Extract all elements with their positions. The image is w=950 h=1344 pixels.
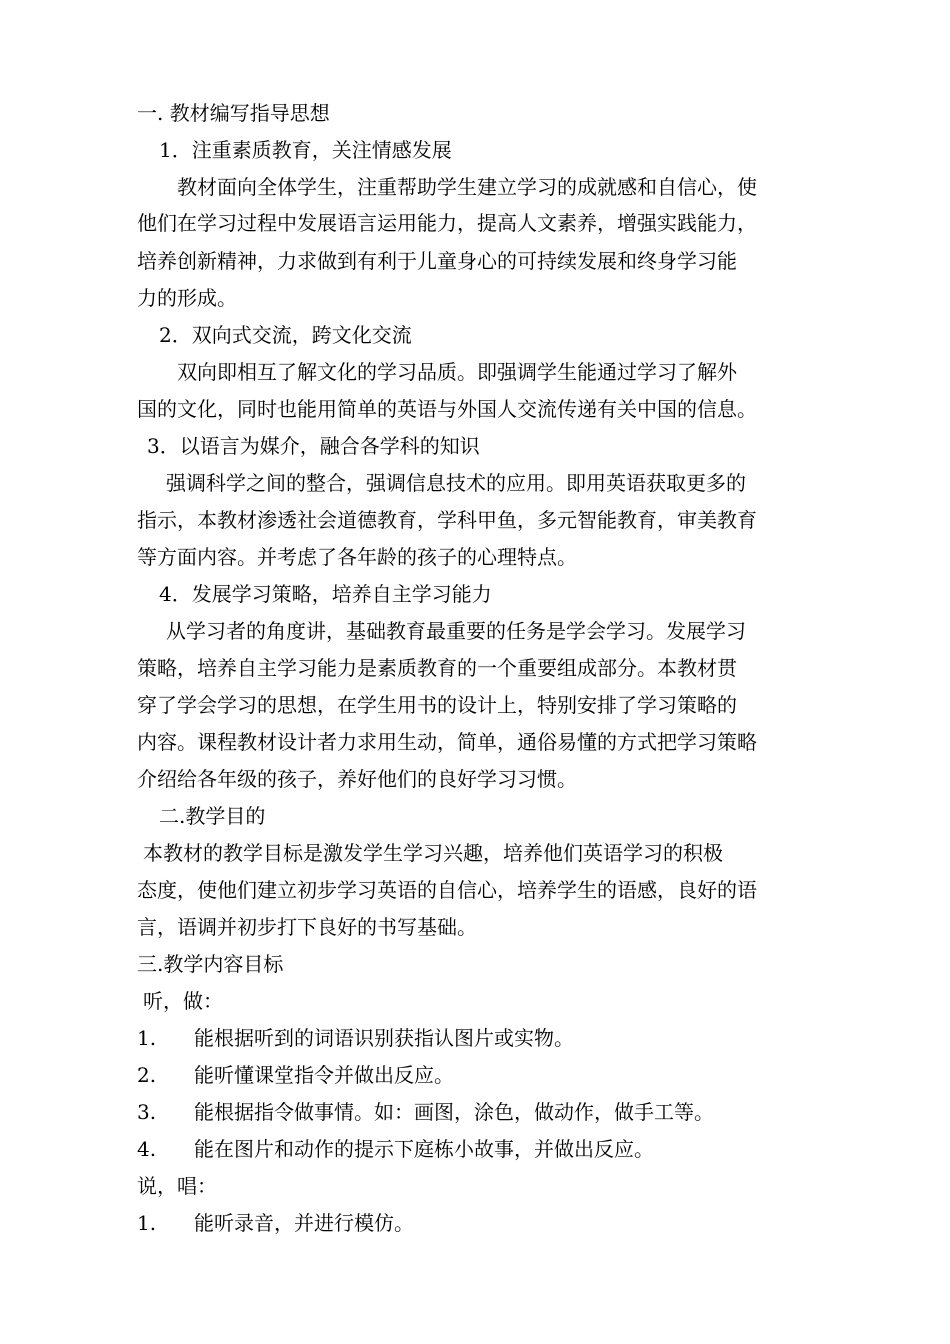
section-heading: 二.教学目的 xyxy=(159,804,266,828)
paragraph-line: 培养创新精神，力求做到有利于儿童身心的可持续发展和终身学习能 xyxy=(137,249,737,273)
paragraph-line: 言，语调并初步打下良好的书写基础。 xyxy=(137,915,477,939)
paragraph-line: 指示，本教材渗透社会道德教育，学科甲鱼，多元智能教育，审美教育 xyxy=(137,508,757,532)
section-heading: 三.教学内容目标 xyxy=(137,952,284,976)
paragraph-line: 穿了学会学习的思想，在学生用书的设计上，特别安排了学习策略的 xyxy=(137,693,737,717)
list-item: 能听录音，并进行模仿。 xyxy=(194,1211,414,1235)
list-number: 1. xyxy=(137,1026,157,1050)
list-number: 3. xyxy=(137,1100,157,1124)
list-number: 2. xyxy=(137,1063,157,1087)
subheading: 2．双向式交流，跨文化交流 xyxy=(159,323,412,347)
paragraph-line: 介绍给各年级的孩子，养好他们的良好学习习惯。 xyxy=(137,767,577,791)
paragraph-line: 力的形成。 xyxy=(137,286,237,310)
list-label: 说，唱： xyxy=(137,1174,217,1198)
paragraph-line: 策略，培养自主学习能力是素质教育的一个重要组成部分。本教材贯 xyxy=(137,656,737,680)
subheading: 1．注重素质教育，关注情感发展 xyxy=(159,138,452,162)
list-number: 1. xyxy=(137,1211,157,1235)
paragraph-line: 本教材的教学目标是激发学生学习兴趣，培养他们英语学习的积极 xyxy=(143,841,723,865)
paragraph-line: 双向即相互了解文化的学习品质。即强调学生能通过学习了解外 xyxy=(177,360,737,384)
paragraph-line: 强调科学之间的整合，强调信息技术的应用。即用英语获取更多的 xyxy=(166,471,746,495)
list-number: 4. xyxy=(137,1137,157,1161)
list-item: 能听懂课堂指令并做出反应。 xyxy=(194,1063,454,1087)
paragraph-line: 等方面内容。并考虑了各年龄的孩子的心理特点。 xyxy=(137,545,577,569)
paragraph-line: 国的文化，同时也能用简单的英语与外国人交流传递有关中国的信息。 xyxy=(137,397,757,421)
list-item: 能根据听到的词语识别获指认图片或实物。 xyxy=(194,1026,574,1050)
subheading: 3．以语言为媒介，融合各学科的知识 xyxy=(147,434,480,458)
section-heading: 一. 教材编写指导思想 xyxy=(137,101,330,125)
paragraph-line: 教材面向全体学生，注重帮助学生建立学习的成就感和自信心，使 xyxy=(177,175,757,199)
paragraph-line: 内容。课程教材设计者力求用生动，简单，通俗易懂的方式把学习策略 xyxy=(137,730,757,754)
paragraph-line: 他们在学习过程中发展语言运用能力，提高人文素养，增强实践能力， xyxy=(137,211,757,235)
paragraph-line: 从学习者的角度讲，基础教育最重要的任务是学会学习。发展学习 xyxy=(166,619,746,643)
list-label: 听，做： xyxy=(143,989,223,1013)
subheading: 4．发展学习策略，培养自主学习能力 xyxy=(159,582,492,606)
paragraph-line: 态度，使他们建立初步学习英语的自信心，培养学生的语感，良好的语 xyxy=(137,878,757,902)
list-item: 能根据指令做事情。如：画图，涂色，做动作，做手工等。 xyxy=(194,1100,714,1124)
list-item: 能在图片和动作的提示下庭栋小故事，并做出反应。 xyxy=(194,1137,654,1161)
